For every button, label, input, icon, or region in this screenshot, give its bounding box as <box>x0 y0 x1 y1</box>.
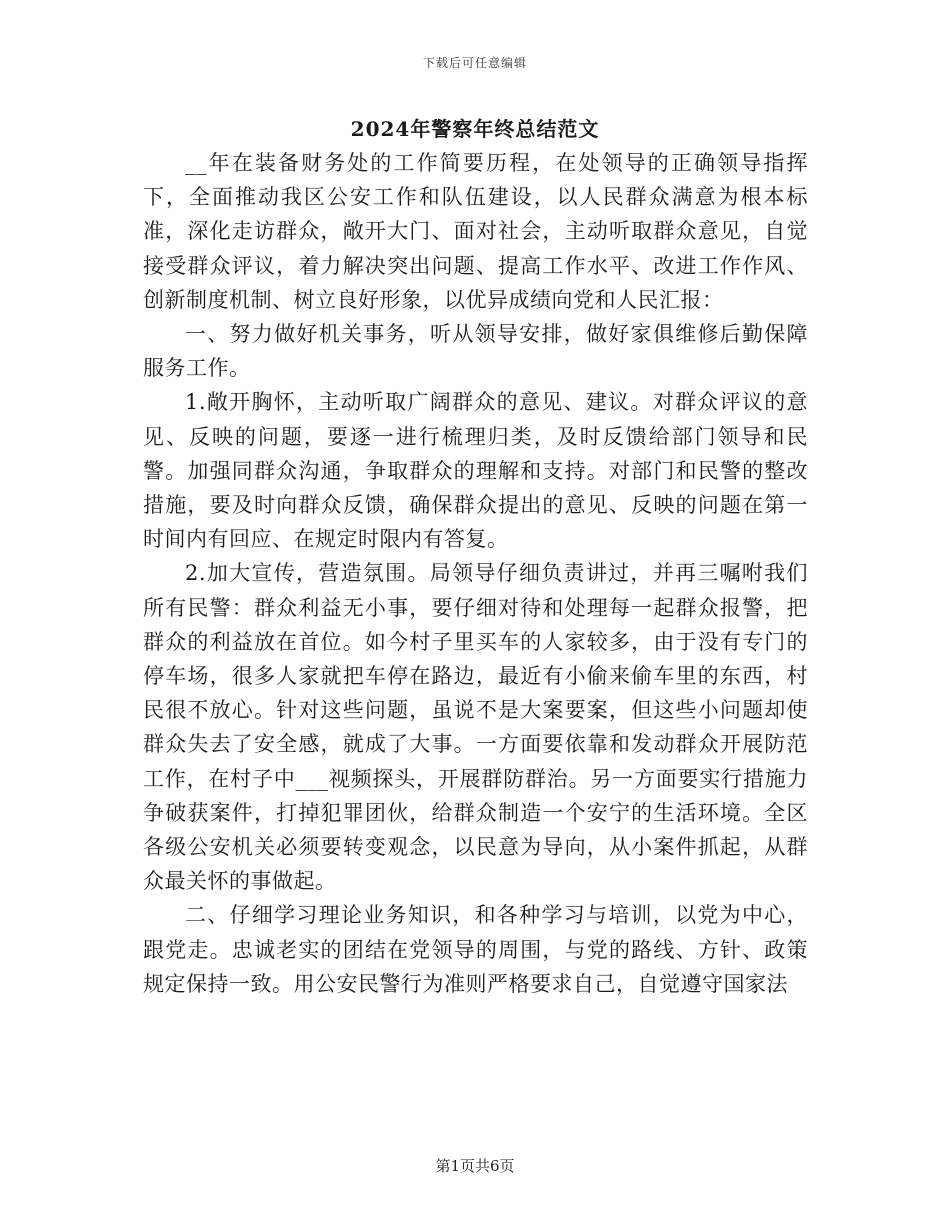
page-header-note: 下载后可任意编辑 <box>422 56 527 70</box>
paragraph-item-1: 1.敞开胸怀，主动听取广阔群众的意见、建议。对群众评议的意见、反映的问题，要逐一进行梳理归类，及时反馈给部门领导和民警。加强同群众沟通，争取群众的理解和支持。对部门和民警的整改措施，要及时向群众反馈，确保群众提出的意见、反映的问题在第一时间内有回应、在规定时限内有答复。 <box>143 390 808 552</box>
paragraph-item-2: 2.加大宣传，营造氛围。局领导仔细负责讲过，并再三嘱咐我们所有民警：群众利益无小事，要仔细对待和处理每一起群众报警，把群众的利益放在首位。如今村子里买车的人家较多，由于没有专门的停车场，很多人家就把车停在路边，最近有小偷来偷车里的东西，村民很不放心。针对这些问题，虽说不是大案要案，但这些小问题却使群众失去了安全感，就成了大事。一方面要依靠和发动群众开展防范工作，在村子中___视频探头，开展群防群治。另一方面要实行措施力争破获案件，打掉犯罪团伙，给群众制造一个安宁的生活环境。全区各级公安机关必须要转变观念，以民意为导向，从小案件抓起，从群众最关怀的事做起。 <box>143 561 808 894</box>
document-body <box>143 146 808 1001</box>
document-title: 2024年警察年终总结范文 <box>350 117 600 141</box>
page-number: 第1页共6页 <box>435 1157 515 1175</box>
paragraph-intro: __年在装备财务处的工作简要历程，在处领导的正确领导指挥下，全面推动我区公安工作和队伍建设，以人民群众满意为根本标准，深化走访群众，敞开大门、面对社会，主动听取群众意见，自觉接受群众评议，着力解决突出问题、提高工作水平、改进工作作风、创新制度机制、树立良好形象，以优异成绩向党和人民汇报： <box>143 151 808 312</box>
paragraph-section-1: 一、努力做好机关事务，听从领导安排，做好家俱维修后勤保障服务工作。 <box>143 322 808 381</box>
paragraph-section-2: 二、仔细学习理论业务知识，和各种学习与培训，以党为中心，跟党走。忠诚老实的团结在党领导的周围，与党的路线、方针、政策规定保持一致。用公安民警行为准则严格要求自己，自觉遵守国家法 <box>143 903 808 996</box>
